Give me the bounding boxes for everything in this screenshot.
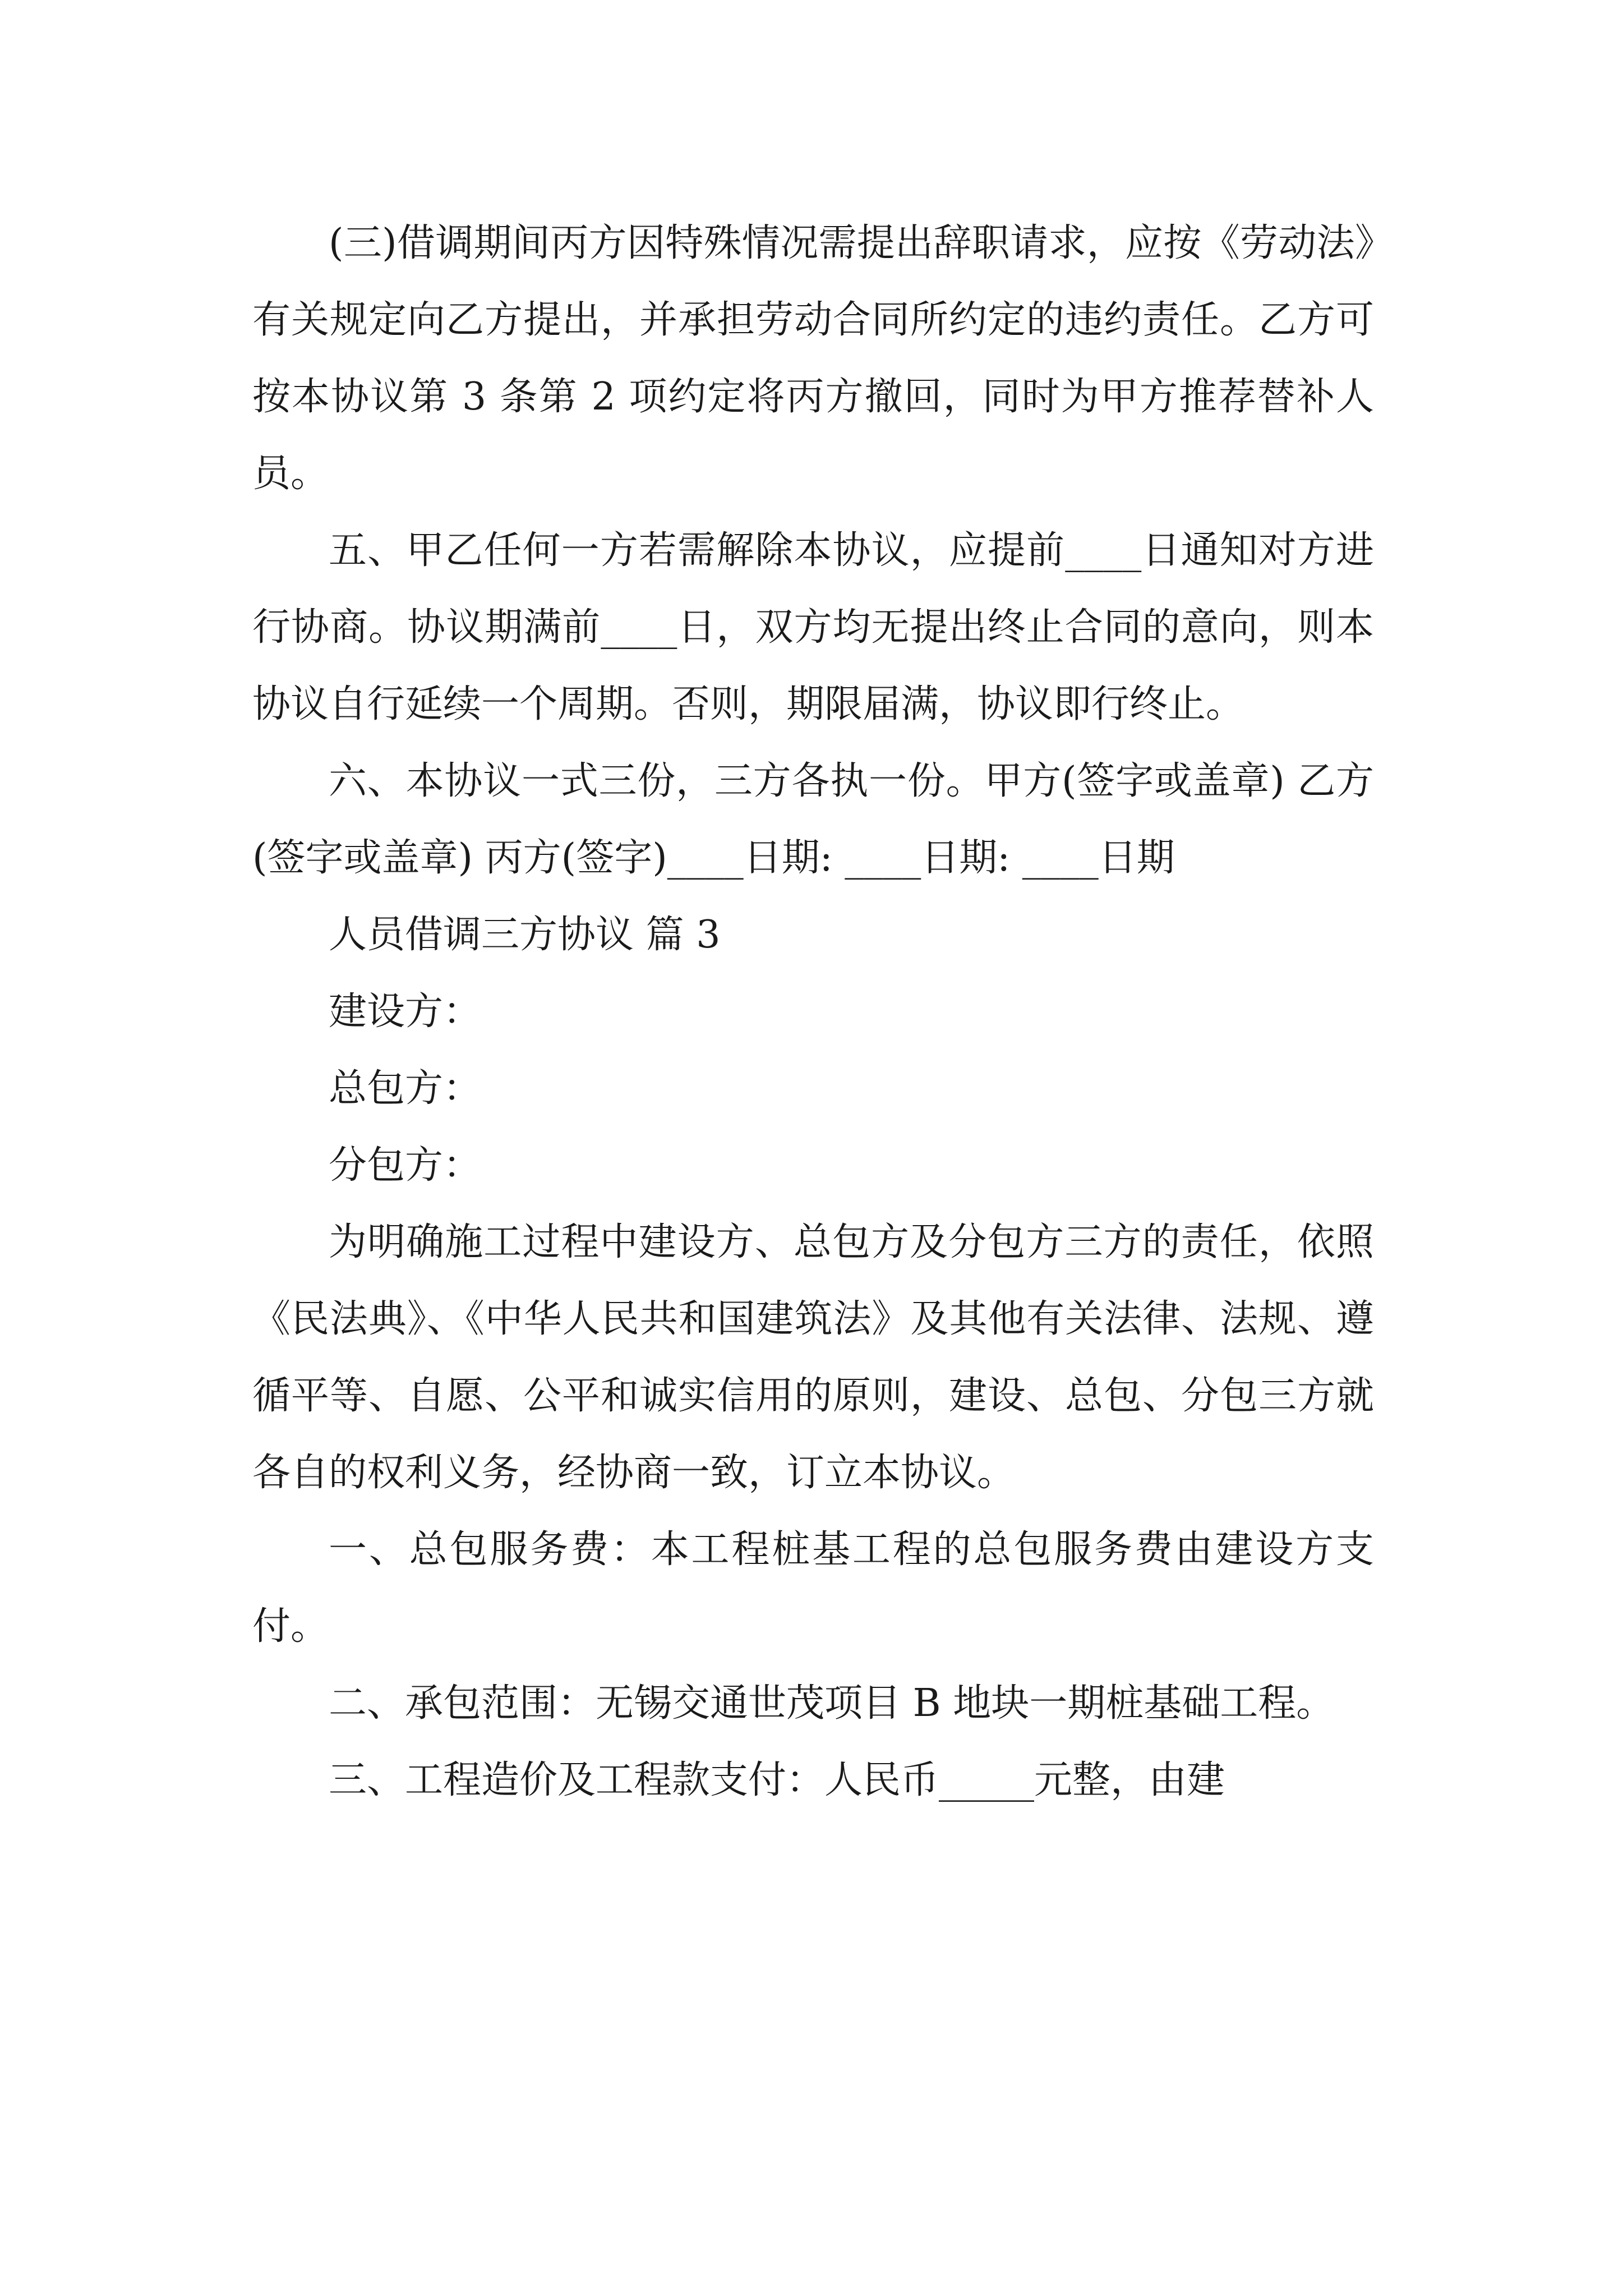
paragraph-cost-payment: 三、工程造价及工程款支付：人民币_____元整，由建 [329,1758,1225,1802]
paragraph-scope: 二、承包范围：无锡交通世茂项目 B 地块一期桩基础工程。 [329,1681,1335,1726]
paragraph-preamble: 为明确施工过程中建设方、总包方及分包方三方的责任，依照《民法典》、《中华人民共和国建筑法》及其他有关法律、法规、遵循平等、自愿、公平和诚实信用的原则，建设、总包、分包三方就各自的权利义务，经协商一致，订立本协议。 [252,1220,1374,1495]
document-body [252,205,1374,1819]
paragraph-copies-signatures: 六、本协议一式三份，三方各执一份。甲方(签字或盖章) 乙方(签字或盖章) 丙方(签字)____日期: ____日期: ____日期 [252,759,1374,880]
paragraph-termination-clause: 五、甲乙任何一方若需解除本协议，应提前____日通知对方进行协商。协议期满前____日，双方均无提出终止合同的意向，则本协议自行延续一个周期。否则，期限届满，协议即行终止。 [252,528,1374,726]
party-subcontractor: 分包方： [329,1143,482,1188]
paragraph-resignation-clause: (三)借调期间丙方因特殊情况需提出辞职请求，应按《劳动法》有关规定向乙方提出，并承担劳动合同所约定的违约责任。乙方可按本协议第 3 条第 2 项约定将丙方撤回，同时为甲方推荐替补人员。 [252,221,1374,496]
paragraph-service-fee: 一、总包服务费：本工程桩基工程的总包服务费由建设方支付。 [252,1527,1374,1649]
party-construction: 建设方： [329,990,482,1034]
party-general-contractor: 总包方： [329,1066,482,1111]
section-heading: 人员借调三方协议 篇 3 [329,913,721,957]
